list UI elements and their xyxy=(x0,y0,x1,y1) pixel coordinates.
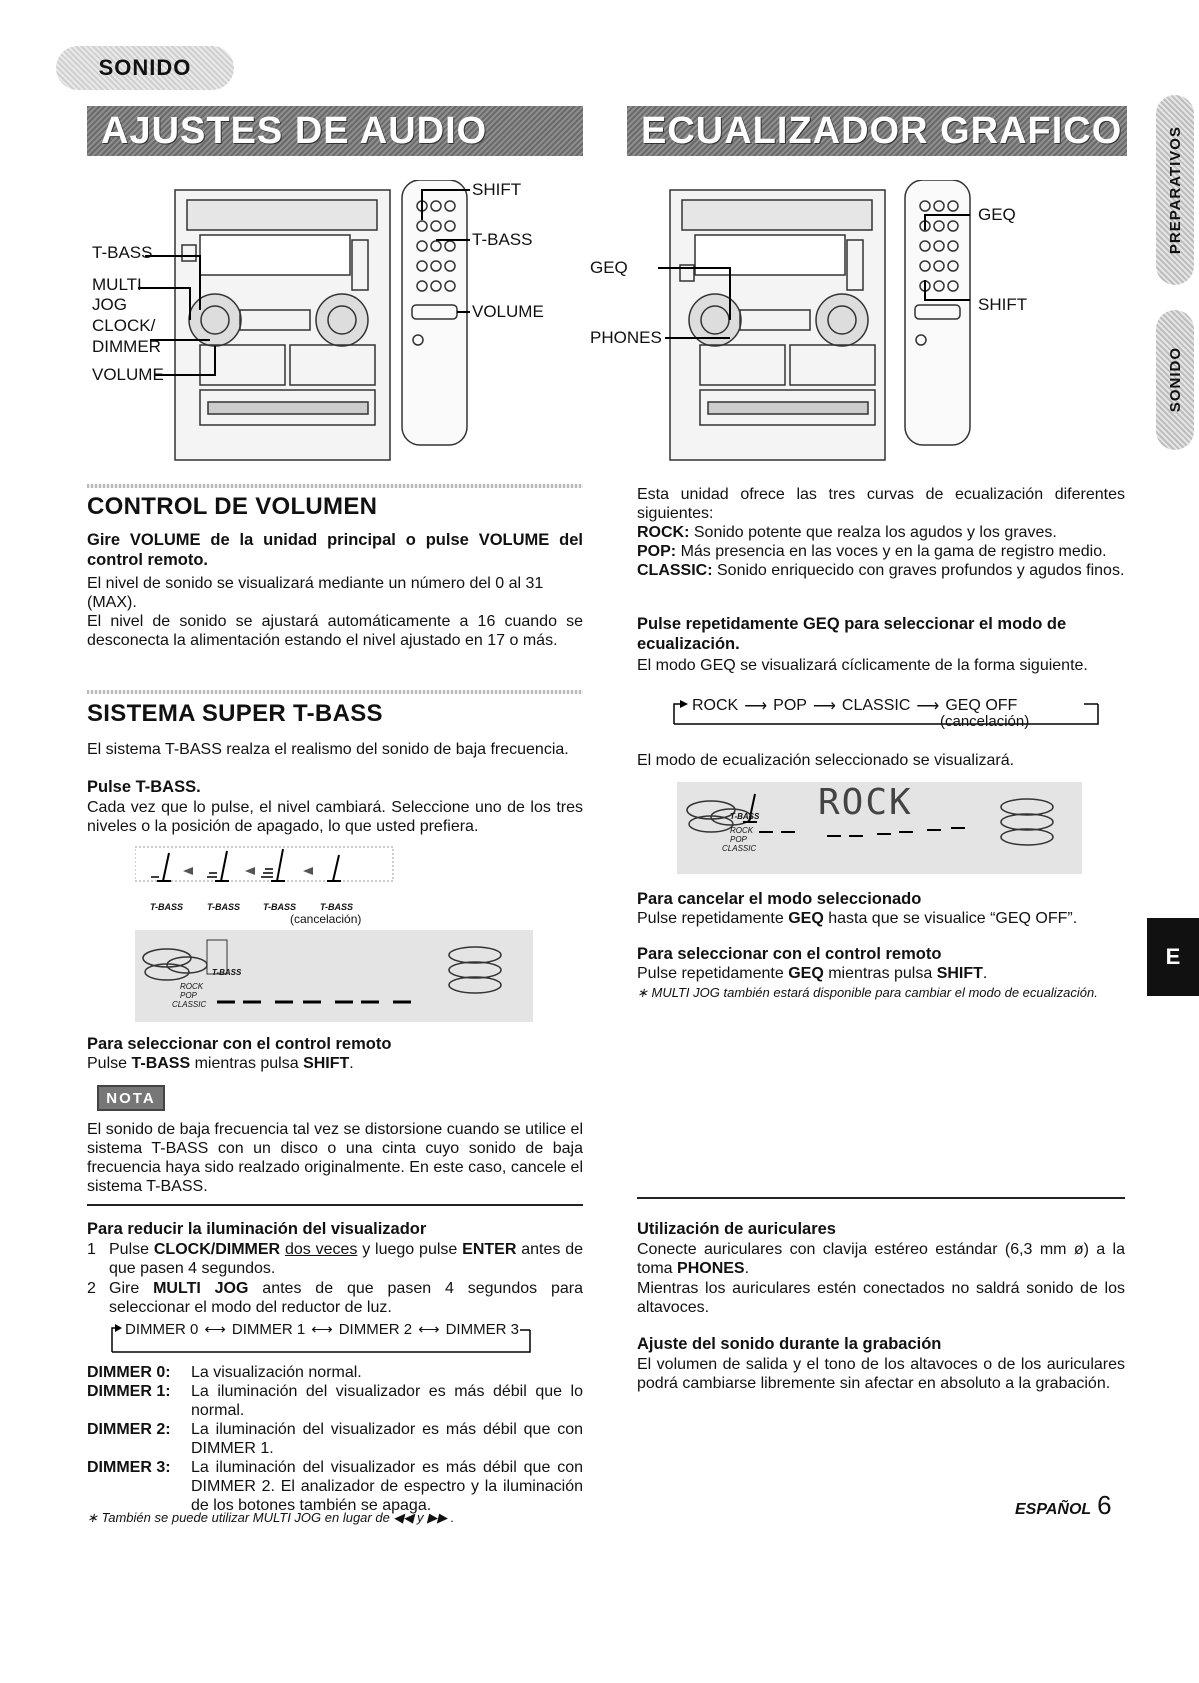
eq-cycle: ROCK ⟶ POP ⟶ CLASSIC ⟶ GEQ OFF xyxy=(692,697,1018,715)
control-volumen-p1: El nivel de sonido se visualizará mediante un número del 0 al 31 (MAX). xyxy=(87,575,544,611)
tbass-level-label: T-BASS xyxy=(320,902,354,912)
side-tab-sonido: SONIDO xyxy=(1156,310,1194,450)
label-volume: VOLUME xyxy=(92,365,164,384)
eq-cancel-title: Para cancelar el modo seleccionado xyxy=(637,890,922,908)
eq-pop: POP: Más presencia en las voces y en la gama de registro medio. xyxy=(637,543,1107,560)
label-clock: CLOCK/ xyxy=(92,316,156,335)
nota-badge: NOTA xyxy=(97,1085,165,1111)
dimmer-title: Para reducir la iluminación del visualizador xyxy=(87,1220,427,1238)
label-multi: MULTI xyxy=(92,275,142,294)
section-divider xyxy=(87,690,583,694)
eq-cycle-item: CLASSIC xyxy=(841,697,911,714)
dimmer-cycle-item: DIMMER 0 xyxy=(125,1320,199,1338)
display-tbass-label: T-BASS xyxy=(212,968,242,977)
remote-label-tbass: T-BASS xyxy=(472,230,533,249)
eq-cycle-text: El modo GEQ se visualizará cíclicamente de la forma siguiente. xyxy=(637,657,1088,674)
tbass-instruction: Pulse T-BASS. xyxy=(87,778,201,796)
dimmer-row: DIMMER 3: La iluminación del visualizador es más débil que con DIMMER 2. El analizador de espectro y la iluminación de los botones también se apaga. xyxy=(87,1459,583,1514)
eq-display-mode: ROCK xyxy=(818,782,913,823)
dimmer-row: DIMMER 1: La iluminación del visualizador es más débil que lo normal. xyxy=(87,1383,583,1419)
divider-rule xyxy=(637,1197,1125,1199)
label-phones: PHONES xyxy=(590,328,662,347)
tbass-level-label: T-BASS xyxy=(150,902,184,912)
display-rock-label: ROCK xyxy=(730,826,754,835)
tbass-level-cycle xyxy=(135,845,395,905)
control-volumen-title: CONTROL DE VOLUMEN xyxy=(87,493,378,520)
dimmer-footnote: ∗ También se puede utilizar MULTI JOG en lugar de ◀◀ y ▶▶ . xyxy=(87,1510,455,1525)
page-number: 6 xyxy=(1097,1490,1112,1520)
footer-language: ESPAÑOL xyxy=(1015,1501,1092,1518)
auriculares-p1: Conecte auriculares con clavija estéreo estándar (6,3 mm ø) a la toma PHONES. xyxy=(637,1241,1125,1277)
tbass-cancel-label: (cancelación) xyxy=(290,912,362,926)
nota-text: El sonido de baja frecuencia tal vez se distorsione cuando se utilice el sistema T-BASS con un disco o una cinta cuyo sonido de baja frecuencia haya sido realzado originalmente. En este caso, cancele el sistema T-BASS. xyxy=(87,1121,583,1195)
auriculares-title: Utilización de auriculares xyxy=(637,1220,836,1238)
dimmer-cycle-item: DIMMER 2 xyxy=(338,1320,413,1338)
tbass-level-label: T-BASS xyxy=(263,902,297,912)
tbass-title: SISTEMA SUPER T-BASS xyxy=(87,700,383,727)
label-dimmer: DIMMER xyxy=(92,337,161,356)
remote-label-shift: SHIFT xyxy=(978,295,1028,314)
eq-classic: CLASSIC: Sonido enriquecido con graves profundos y agudos finos. xyxy=(637,562,1125,579)
tbass-p1: El sistema T-BASS realza el realismo del sonido de baja frecuencia. xyxy=(87,741,569,758)
eq-display-text: El modo de ecualización seleccionado se visualizará. xyxy=(637,752,1015,769)
dimmer-step-2: 2 Gire MULTI JOG antes de que pasen 4 segundos para seleccionar el modo del reductor de luz. xyxy=(87,1280,584,1316)
tbass-remote-title: Para seleccionar con el control remoto xyxy=(87,1035,392,1053)
tbass-remote-text: Pulse T-BASS mientras pulsa SHIFT. xyxy=(87,1055,354,1072)
eq-rock: ROCK: Sonido potente que realza los agudos y los graves. xyxy=(637,524,1057,541)
stereo-diagram-left xyxy=(90,180,590,480)
remote-label-shift: SHIFT xyxy=(472,180,522,199)
eq-remote-text: Pulse repetidamente GEQ mientras pulsa SHIFT. xyxy=(637,965,988,982)
label-geq: GEQ xyxy=(590,258,628,277)
eq-instruction: Pulse repetidamente GEQ para seleccionar el modo de ecualización. xyxy=(637,615,1067,653)
banner-ecualizador-grafico: ECUALIZADOR GRAFICO xyxy=(627,106,1127,156)
control-volumen-instruction: Gire VOLUME de la unidad principal o pulse VOLUME del control remoto. xyxy=(87,531,583,569)
side-tab-preparativos: PREPARATIVOS xyxy=(1156,95,1194,285)
dimmer-table xyxy=(87,1363,583,1515)
side-tab-letter: E xyxy=(1147,918,1199,996)
divider-rule xyxy=(87,1204,583,1206)
display-classic-label: CLASSIC xyxy=(722,844,757,853)
display-pop-label: POP xyxy=(180,991,197,1000)
eq-remote-title: Para seleccionar con el control remoto xyxy=(637,945,942,963)
eq-cancel-text: Pulse repetidamente GEQ hasta que se visualice “GEQ OFF”. xyxy=(637,910,1078,927)
remote-label-geq: GEQ xyxy=(978,205,1016,224)
grabacion-text: El volumen de salida y el tono de los altavoces o de los auriculares podrá cambiarse libremente sin afectar en absoluto a la grabación. xyxy=(637,1356,1125,1392)
section-divider xyxy=(87,484,583,488)
eq-intro: Esta unidad ofrece las tres curvas de ecualización diferentes siguientes: xyxy=(637,486,1125,522)
eq-cycle-item: POP xyxy=(773,697,807,714)
control-volumen-p2: El nivel de sonido se ajustará automáticamente a 16 cuando se desconecta la alimentación estando el nivel ajustado en 17 o más. xyxy=(87,613,583,649)
eq-remote-note: ∗ MULTI JOG también estará disponible para cambiar el modo de ecualización. xyxy=(637,985,1098,1000)
banner-ajustes-de-audio: AJUSTES DE AUDIO xyxy=(87,106,583,156)
display-tbass-label: T-BASS xyxy=(730,812,760,821)
remote-label-volume: VOLUME xyxy=(472,302,544,321)
stereo-diagram-right xyxy=(640,180,1070,480)
page-footer xyxy=(1015,1490,1112,1521)
dimmer-step-1: 1 Pulse CLOCK/DIMMER dos veces y luego pulse ENTER antes de que pasen 4 segundos. xyxy=(87,1241,583,1277)
tbass-p2: Cada vez que lo pulse, el nivel cambiará. Seleccione uno de los tres niveles o la posición de apagado, lo que usted prefiera. xyxy=(87,799,583,835)
eq-cycle-item: GEQ OFF xyxy=(945,697,1018,714)
dimmer-row: DIMMER 0: La visualización normal. xyxy=(87,1364,362,1381)
auriculares-p2: Mientras los auriculares estén conectados no saldrá sonido de los altavoces. xyxy=(637,1280,1125,1316)
eq-cycle-item: ROCK xyxy=(692,697,739,714)
dimmer-row: DIMMER 2: La iluminación del visualizador es más débil que con DIMMER 1. xyxy=(87,1421,583,1457)
label-jog: JOG xyxy=(92,295,127,314)
display-pop-label: POP xyxy=(730,835,747,844)
label-tbass: T-BASS xyxy=(92,243,153,262)
dimmer-cycle: DIMMER 0 ⟷ DIMMER 1 ⟷ DIMMER 2 ⟷ DIMMER 3 xyxy=(125,1320,519,1338)
tbass-level-label: T-BASS xyxy=(207,902,241,912)
eq-cycle-cancel: (cancelación) xyxy=(940,713,1030,730)
display-rock-label: ROCK xyxy=(180,982,204,991)
dimmer-cycle-item: DIMMER 1 xyxy=(231,1320,306,1338)
section-label: SONIDO xyxy=(56,46,234,90)
grabacion-title: Ajuste del sonido durante la grabación xyxy=(637,1335,942,1353)
display-classic-label: CLASSIC xyxy=(172,1000,207,1009)
dimmer-cycle-item: DIMMER 3 xyxy=(445,1320,519,1338)
